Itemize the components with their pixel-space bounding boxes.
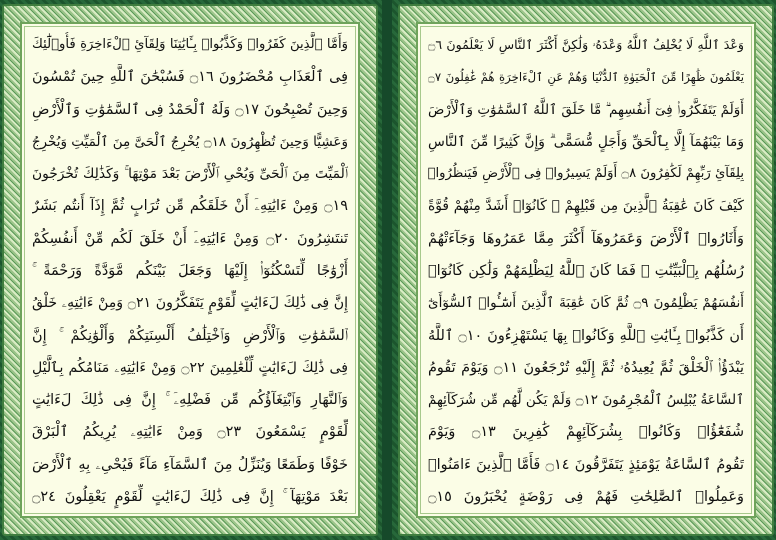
text-line: وَأَمَّا ٱلَّذِينَ كَفَرُوا۟ وَكَذَّبُوا۟ بِـَٔايَٰتِنَا وَلِقَآئِ ٱلْءَاخِرَةِ فَأُو۟لَٰٓئِكَ [32,37,348,52]
text-line: تَنتَشِرُونَ ۝٢٠ وَمِنْ ءَايَٰتِهِۦٓ أَنْ خَلَقَ لَكُم مِّنْ أَنفُسِكُمْ [32,230,348,247]
text-line: يَعْلَمُونَ ظَٰهِرًا مِّنَ ٱلْحَيَوٰةِ ٱلدُّنْيَا وَهُمْ عَنِ ٱلْءَاخِرَةِ هُمْ غَٰفِلُونَ ۝٧ [428,70,744,85]
text-line: تَقُومُ ٱلسَّاعَةُ يَوْمَئِذٍ يَتَفَرَّقُونَ ۝١٤ فَأَمَّا ٱلَّذِينَ ءَامَنُوا۟ [428,456,744,473]
left-page [2,4,378,536]
text-line: وَعْدَ ٱللَّهِ لَا يُخْلِفُ ٱللَّهُ وَعْدَهُۥ وَلَٰكِنَّ أَكْثَرَ ٱلنَّاسِ لَا يَعْلَمُونَ ۝٦ [428,37,744,52]
text-line: بَعْدَ مَوْتِهَآ ۚ إِنَّ فِى ذَٰلِكَ لَءَايَٰتٍ لِّقَوْمٍ يَعْقِلُونَ ۝٢٤ [32,488,348,505]
text-line: شُفَعَٰٓؤُا۟ وَكَانُوا۟ بِشُرَكَآئِهِمْ كَٰفِرِينَ ۝١٣ وَيَوْمَ [428,424,744,441]
text-line: فِى ذَٰلِكَ لَءَايَٰتٍ لِّلْعَٰلِمِينَ ۝٢٢ وَمِنْ ءَايَٰتِهِۦ مَنَامُكُم بِٱلَّيْلِ [32,359,348,376]
left-page-text-frame [20,22,360,518]
text-line: وَعَشِيًّا وَحِينَ تُظْهِرُونَ ۝١٨ يُخْرِجُ ٱلْحَىَّ مِنَ ٱلْمَيِّتِ وَيُخْرِجُ [32,133,348,150]
text-line: لِّقَوْمٍ يَسْمَعُونَ ۝٢٣ وَمِنْ ءَايَٰتِهِۦ يُرِيكُمُ ٱلْبَرْقَ [32,424,348,441]
text-line: فِى ٱلْعَذَابِ مُحْضَرُونَ ۝١٦ فَسُبْحَٰنَ ٱللَّهِ حِينَ تُمْسُونَ [32,69,348,86]
text-line: خَوْفًا وَطَمَعًا وَيُنَزِّلُ مِنَ ٱلسَّمَآءِ مَآءً فَيُحْىِۦ بِهِ ٱلْأَرْضَ [32,456,348,473]
text-line: وَعَمِلُوا۟ ٱلصَّٰلِحَٰتِ فَهُمْ فِى رَوْضَةٍ يُحْبَرُونَ ۝١٥ [428,488,744,505]
text-line: ۝١٩ وَمِنْ ءَايَٰتِهِۦٓ أَنْ خَلَقَكُم مِّن تُرَابٍ ثُمَّ إِذَآ أَنتُم بَشَرٌ [32,198,348,215]
text-line: أَوَلَمْ يَتَفَكَّرُوا۟ فِىٓ أَنفُسِهِم ۗ مَّا خَلَقَ ٱللَّهُ ٱلسَّمَٰوَٰتِ وَٱلْأَرْضَ [428,101,744,118]
text-line: وَمَا بَيْنَهُمَآ إِلَّا بِٱلْحَقِّ وَأَجَلٍ مُّسَمًّى ۗ وَإِنَّ كَثِيرًا مِّنَ ٱلنَّاسِ [428,133,744,150]
text-line: إِنَّ فِى ذَٰلِكَ لَءَايَٰتٍ لِّقَوْمٍ يَتَفَكَّرُونَ ۝٢١ وَمِنْ ءَايَٰتِهِۦ خَلْقُ [32,295,348,312]
text-line: أَن كَذَّبُوا۟ بِـَٔايَٰتِ ٱللَّهِ وَكَانُوا۟ بِهَا يَسْتَهْزِءُونَ ۝١٠ ٱللَّهُ [428,327,744,344]
text-line: ٱلسَّمَٰوَٰتِ وَٱلْأَرْضِ وَٱخْتِلَٰفُ أَلْسِنَتِكُمْ وَأَلْوَٰنِكُمْ ۚ إِنَّ [32,327,348,344]
text-line: أَنفُسَهُمْ يَظْلِمُونَ ۝٩ ثُمَّ كَانَ عَٰقِبَةَ ٱلَّذِينَ أَسَٰٓـُٔوا۟ ٱلسُّوٓأَىٰٓ [428,295,744,312]
text-line: وَحِينَ تُصْبِحُونَ ۝١٧ وَلَهُ ٱلْحَمْدُ فِى ٱلسَّمَٰوَٰتِ وَٱلْأَرْضِ [32,101,348,118]
text-line: ٱلْمَيِّتَ مِنَ ٱلْحَىِّ وَيُحْىِ ٱلْأَرْضَ بَعْدَ مَوْتِهَا ۚ وَكَذَٰلِكَ تُخْرَجُونَ [32,166,348,183]
text-line: وَأَثَارُوا۟ ٱلْأَرْضَ وَعَمَرُوهَآ أَكْثَرَ مِمَّا عَمَرُوهَا وَجَآءَتْهُمْ [428,230,744,247]
text-line: رُسُلُهُم بِٱلْبَيِّنَٰتِ ۖ فَمَا كَانَ ٱللَّهُ لِيَظْلِمَهُمْ وَلَٰكِن كَانُوٓا۟ [428,262,744,279]
page-gutter [382,0,392,540]
text-line: يَبْدَؤُا۟ ٱلْخَلْقَ ثُمَّ يُعِيدُهُۥ ثُمَّ إِلَيْهِ تُرْجَعُونَ ۝١١ وَيَوْمَ تَقُومُ [428,359,744,376]
text-line: أَزْوَٰجًا لِّتَسْكُنُوٓا۟ إِلَيْهَا وَجَعَلَ بَيْنَكُم مَّوَدَّةً وَرَحْمَةً ۚ [32,262,348,279]
text-line: ٱلسَّاعَةُ يُبْلِسُ ٱلْمُجْرِمُونَ ۝١٢ وَلَمْ يَكُن لَّهُم مِّن شُرَكَآئِهِمْ [428,392,744,409]
text-line: بِلِقَآئِ رَبِّهِمْ لَكَٰفِرُونَ ۝٨ أَوَلَمْ يَسِيرُوا۟ فِى ٱلْأَرْضِ فَيَنظُرُوا۟ [428,166,744,182]
text-line: كَيْفَ كَانَ عَٰقِبَةُ ٱلَّذِينَ مِن قَبْلِهِمْ ۚ كَانُوٓا۟ أَشَدَّ مِنْهُمْ قُوَّةً [428,198,744,215]
right-page-text-frame [416,22,756,518]
right-page [398,4,774,536]
text-line: وَٱلنَّهَارِ وَٱبْتِغَآؤُكُم مِّن فَضْلِهِۦٓ ۚ إِنَّ فِى ذَٰلِكَ لَءَايَٰتٍ [32,392,348,409]
